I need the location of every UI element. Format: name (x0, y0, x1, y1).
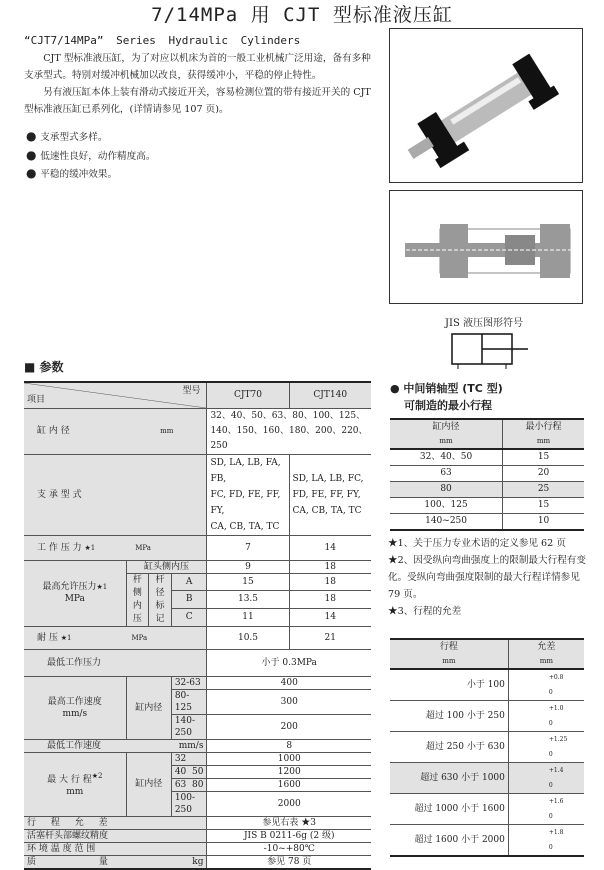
tc-min-stroke-table (390, 418, 584, 531)
stroke-range: 超过 1600 小于 2000 (390, 825, 508, 857)
header: 允差 (537, 642, 556, 652)
value: 7 (207, 535, 289, 560)
label: 32 (171, 752, 207, 765)
table-row (24, 816, 371, 829)
header: 最小行程 (525, 422, 562, 432)
value: 13.5 (207, 591, 289, 609)
label: 支 承 型 式 (37, 489, 82, 500)
lower-tol: 0 (548, 689, 553, 696)
section-heading-params: ■ 参数 (24, 360, 64, 374)
jis-symbol-label: JIS 液压图形符号 (445, 318, 523, 329)
lower-tol: 0 (548, 844, 553, 851)
label: 工 作 压 力 (37, 542, 82, 553)
unit: mm/s (62, 708, 88, 719)
lower-tol: 0 (548, 720, 553, 727)
value: 21 (289, 626, 371, 649)
unit: mm (536, 437, 551, 445)
value: JIS B 0211-6g (2 级) (207, 829, 371, 842)
table-row (24, 626, 371, 649)
page-title: 7/14MPa 用 CJT 型标准液压缸 (151, 4, 453, 26)
table-header-row (390, 419, 584, 449)
value: 小于 0.3MPa (207, 649, 371, 676)
table-row (24, 829, 371, 842)
unit: mm (439, 437, 453, 445)
upper-tol: +1.4 (548, 767, 564, 774)
label: 最高工作速度 (47, 696, 102, 707)
value: 1600 (207, 778, 371, 791)
table-row (24, 535, 371, 560)
table-row (390, 825, 584, 857)
min-stroke: 25 (503, 482, 584, 498)
value: FD, FE, FF, FY, (292, 489, 361, 500)
unit: mm (442, 657, 456, 665)
value: SD, LA, LB, FA, FB, (210, 457, 281, 484)
value: 14 (289, 608, 371, 626)
table-row (390, 449, 584, 466)
feature-item: ● 支承型式多样。 (26, 128, 155, 147)
table-row (390, 732, 584, 763)
unit: kg (192, 856, 204, 867)
table-header-row (390, 639, 584, 669)
table-row (390, 669, 584, 701)
value: 1000 (207, 752, 371, 765)
label: B (171, 591, 207, 609)
value: 14 (289, 535, 371, 560)
header-item: 项目 (27, 394, 46, 405)
feature-item: ● 低速性良好，动作精度高。 (26, 147, 155, 166)
cross-section-drawing (389, 190, 583, 304)
table-row (24, 752, 371, 765)
value: 15 (207, 573, 289, 591)
label: C (171, 608, 207, 626)
stroke-tolerance-table (390, 638, 584, 857)
footnote: ★2、因受纵向弯曲强度上的限制最大行程有变化。受纵向弯曲强度限制的最大行程详情参见 79 页。 (388, 555, 586, 600)
value: 140、150、160、180、200、220、250 (210, 425, 368, 451)
unit: mm (160, 427, 174, 435)
min-stroke: 15 (503, 498, 584, 514)
cylinder-photo (389, 28, 583, 183)
label: 32-63 (171, 676, 207, 689)
value: 2000 (207, 791, 371, 816)
table-row (390, 498, 584, 514)
table-row (390, 763, 584, 794)
table-row (24, 676, 371, 689)
table-header-row (24, 382, 371, 408)
upper-tol: +0.8 (548, 674, 564, 681)
unit: MPa (64, 594, 85, 604)
tc-section-title (390, 380, 503, 414)
table-row (24, 842, 371, 855)
value: SD, LA, LB, FC, (292, 473, 364, 484)
label: 环 境 温 度 范 围 (24, 842, 207, 855)
bore: 63 (390, 466, 503, 482)
label: 100-250 (171, 791, 207, 816)
label: 杆径标记 (149, 573, 172, 626)
label: 质 量 (27, 856, 108, 867)
unit: mm (66, 787, 84, 797)
lower-tol: 0 (548, 782, 553, 789)
intro-paragraph: 另有液压缸本体上装有滑动式接近开关，容易检测位置的带有接近开关的 CJT 型标准液压缸已系列化，(详情请参见 107 页)。 (24, 87, 371, 115)
label: 缸 内 径 (37, 426, 70, 436)
stroke-range: 超过 1000 小于 1600 (390, 794, 508, 825)
value: 18 (289, 560, 371, 573)
label: 最低工作速度 (47, 740, 102, 751)
intro-text (24, 50, 374, 118)
intro-paragraph: CJT 型标准液压缸，为了对应以机床为首的一般工业机械广泛用途，备有多种支承型式。特别对缓冲机械加以改良，获得缓冲小，平稳的停止特性。 (24, 53, 371, 81)
table-row (24, 855, 371, 869)
footnote: ★1、关于压力专业术语的定义参见 62 页 (388, 538, 566, 549)
header: 行程 (439, 642, 458, 652)
value: 32、40、50、63、80、100、125、 (210, 410, 366, 421)
value: 300 (207, 689, 371, 714)
hydraulic-cylinder-symbol (450, 333, 532, 369)
label: 63 80 (171, 778, 207, 791)
header-model: 型号 (182, 386, 201, 396)
value: CA, CB, TA, TC (210, 521, 280, 532)
value: 11 (207, 608, 289, 626)
bore: 80 (390, 482, 503, 498)
footnote-ref: ★1 (96, 583, 108, 591)
value: 18 (289, 591, 371, 609)
footnote: ★3、行程的允差 (388, 606, 462, 617)
header: 缸内径 (432, 422, 460, 432)
value: 400 (207, 676, 371, 689)
unit: MPa (131, 633, 148, 642)
feature-item: ● 平稳的缓冲效果。 (26, 165, 155, 184)
footnotes (388, 535, 593, 620)
min-stroke: 15 (503, 449, 584, 466)
upper-tol: +1.25 (548, 736, 568, 743)
table-row (390, 701, 584, 732)
table-row (24, 408, 371, 454)
stroke-range: 小于 100 (390, 669, 508, 701)
footnote-ref: ★1 (60, 633, 72, 642)
table-row (24, 739, 371, 752)
label: 耐 压 (37, 632, 58, 643)
value: 18 (289, 573, 371, 591)
table-row (390, 466, 584, 482)
value: FC, FD, FE, FF, FY, (210, 489, 281, 516)
label: 缸内径 (126, 752, 171, 816)
value: CA, CB, TA, TC (292, 505, 362, 516)
table-row (390, 482, 584, 498)
bore: 140~250 (390, 514, 503, 531)
stroke-range: 超过 100 小于 250 (390, 701, 508, 732)
value: 参见右表 ★3 (207, 816, 371, 829)
label: 缸内径 (126, 676, 171, 739)
bore: 100、125 (390, 498, 503, 514)
header-cjt70: CJT70 (207, 382, 289, 408)
table-row (24, 454, 371, 535)
min-stroke: 10 (503, 514, 584, 531)
value: -10~+80℃ (207, 842, 371, 855)
label: 80-125 (171, 689, 207, 714)
subtitle: “CJT7/14MPa” Series Hydraulic Cylinders (24, 34, 301, 47)
label: 最低工作压力 (47, 657, 102, 668)
label: A (171, 573, 207, 591)
value: 10.5 (207, 626, 289, 649)
label: 140-250 (171, 714, 207, 739)
value: 9 (207, 560, 289, 573)
upper-tol: +1.8 (548, 829, 564, 836)
spec-table (24, 381, 371, 870)
footnote-ref: ★1 (84, 543, 96, 552)
label: 行 程 允 差 (24, 816, 207, 829)
header-cjt140: CJT140 (289, 382, 371, 408)
unit: MPa (135, 543, 151, 552)
label: 最高允许压力 (42, 582, 97, 592)
footnote-ref: ★2 (91, 772, 103, 780)
table-row (24, 649, 371, 676)
tc-title-line: 可制造的最小行程 (404, 399, 492, 412)
value: 8 (207, 739, 371, 752)
label: 40 50 (171, 765, 207, 778)
label: 缸头侧内压 (126, 560, 207, 573)
value: 1200 (207, 765, 371, 778)
value: 200 (207, 714, 371, 739)
label: 最 大 行 程 (47, 775, 92, 785)
unit: mm/s (178, 740, 204, 751)
lower-tol: 0 (548, 813, 553, 820)
bore: 32、40、50 (390, 449, 503, 466)
stroke-range: 超过 630 小于 1000 (390, 763, 508, 794)
label: 活塞杆头部螺纹精度 (24, 829, 207, 842)
value: 参见 78 页 (207, 855, 371, 869)
stroke-range: 超过 250 小于 630 (390, 732, 508, 763)
tc-title-line: ● 中间销轴型 (TC 型) (390, 382, 503, 395)
feature-list (26, 128, 155, 184)
unit: mm (539, 657, 554, 665)
lower-tol: 0 (548, 751, 553, 758)
label: 杆侧内压 (126, 573, 149, 626)
upper-tol: +1.0 (548, 705, 564, 712)
table-row (390, 514, 584, 531)
table-row (390, 794, 584, 825)
upper-tol: +1.6 (548, 798, 564, 805)
min-stroke: 20 (503, 466, 584, 482)
table-row (24, 560, 371, 573)
